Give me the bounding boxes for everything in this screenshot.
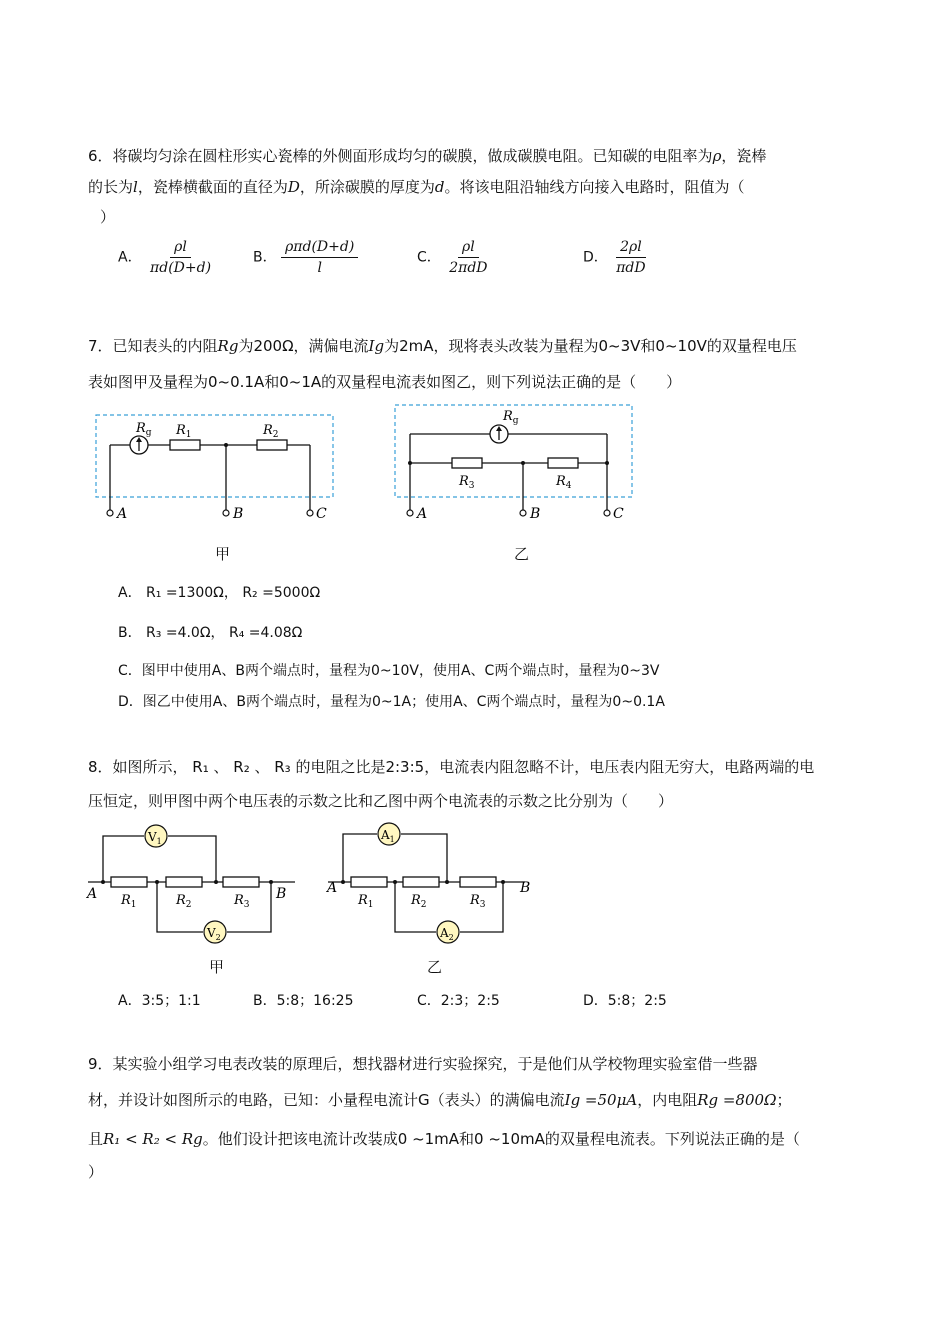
resistor-r1 [111,877,147,887]
terminal-c [307,510,313,516]
option-label: D． [583,249,608,266]
q8-option-b[interactable]: B．5:8；16:25 [253,993,354,1009]
svg-text:R2: $R_2$ [176,893,192,910]
svg-text:R1: $R_1$ [121,893,137,910]
svg-text:R3: $R_3$ [459,474,475,491]
q8-caption-jia: 甲 [209,958,225,976]
terminal-c [604,510,610,516]
q9-line3 [88,1129,800,1149]
numerator: ρl [458,239,479,258]
denominator: πd(D+d) [150,260,212,276]
q7-line1 [88,336,797,356]
q9-text: 材，并设计如图所示的电路，已知：小量程电流计G（表头）的满偏电流 [88,1091,565,1109]
label-a: A [327,880,338,896]
q8-line1: 8．如图所示， R₁ 、 R₂ 、 R₃ 的电阻之比是2:3:5，电流表内阻忽略不计，电压表内阻无穷大，电路两端的电 [88,758,815,776]
fraction [281,239,358,276]
thickness-symbol: d [434,178,445,196]
q7-text: 为200Ω，满偏电流 [238,337,369,355]
q7-circuit-yi [390,400,645,530]
q6-option-a[interactable] [118,239,215,276]
label-a: A [117,506,128,522]
svg-text:A1: $A_1$ [381,828,395,844]
label-c: C [316,506,327,522]
q7-line2: 表如图甲及量程为0~0.1A和0~1A的双量程电流表如图乙，则下列说法正确的是（ ） [88,373,682,391]
q9-text: ，内电阻 [637,1091,698,1109]
denominator: l [317,260,322,276]
label-b: B [520,880,531,896]
resistor-r3 [452,458,482,468]
q9-text: 。他们设计把该电流计改装成0 ~1mA和0 ~10mA的双量程电流表。下列说法正确的是（ [202,1130,800,1148]
svg-text:Rg: $R_g$ [136,421,152,438]
rg-value: Rg =800Ω [697,1091,777,1109]
q8-option-d[interactable]: D．5:8；2:5 [583,993,667,1009]
q8-option-a[interactable]: A．3:5；1:1 [118,993,201,1009]
svg-text:R1: $R_1$ [176,423,192,440]
terminal-b [223,510,229,516]
q7-caption-yi: 乙 [514,545,530,563]
svg-text:R2: $R_2$ [263,423,279,440]
svg-text:V2: $V_2$ [207,926,221,942]
option-label: B． [253,249,277,266]
q6-text: 的长为 [88,178,134,196]
q6-line3: ） [100,208,116,226]
label-a: A [417,506,428,522]
resistor-r4 [548,458,578,468]
q6-text: 。将该电阻沿轴线方向接入电路时，阻值为（ [444,178,745,196]
q6-option-b[interactable] [253,239,358,276]
svg-text:R3: $R_3$ [470,893,486,910]
svg-text:Rg: $R_g$ [503,409,519,426]
svg-text:R3: $R_3$ [234,893,250,910]
numerator: 2ρl [616,239,646,258]
q8-circuit-yi [325,818,540,948]
q7-text: 7．已知表头的内阻 [88,337,218,355]
resistor-r2 [403,877,439,887]
q7-option-d[interactable]: D．图乙中使用A、B两个端点时，量程为0~1A；使用A、C两个端点时，量程为0~0.1A [118,694,665,710]
svg-text:V1: $V_1$ [148,830,162,846]
label-b: B [276,886,287,902]
q6-text: ，瓷棒横截面的直径为 [137,178,288,196]
ig-symbol: Ig [368,337,385,355]
q9-text: 且 [88,1130,104,1148]
diameter-symbol: D [287,178,300,196]
terminal-b [520,510,526,516]
q6-option-d[interactable] [583,239,650,276]
rg-symbol: Rg [217,337,239,355]
q9-line1: 9．某实验小组学习电表改装的原理后，想找器材进行实验探究，于是他们从学校物理实验室借一些器 [88,1055,758,1073]
terminal-a [407,510,413,516]
option-label: C． [417,249,441,266]
label-a: A [87,886,98,902]
q8-option-c[interactable]: C．2:3；2:5 [417,993,500,1009]
q9-line4: ） [88,1163,104,1181]
rho-symbol: ρ [712,147,722,165]
svg-text:R4: $R_4$ [556,474,572,491]
resistor-r1 [170,440,200,450]
q6-line2 [88,177,745,197]
q6-line1 [88,146,766,166]
label-b: B [530,506,541,522]
q7-option-a[interactable]: A． R₁ =1300Ω， R₂ =5000Ω [118,585,321,601]
fraction [146,239,215,276]
resistance-inequality: R₁ < R₂ < Rg [103,1130,203,1148]
option-label: A． [118,249,142,266]
q6-option-c[interactable] [417,239,492,276]
q8-caption-yi: 乙 [427,958,443,976]
q7-text: 为2mA，现将表头改装为量程为0~3V和0~10V的双量程电压 [384,337,797,355]
q6-text: ，瓷棒 [721,147,767,165]
q7-option-c[interactable]: C．图甲中使用A、B两个端点时，量程为0~10V，使用A、C两个端点时，量程为0~3V [118,663,660,679]
q9-line2 [88,1090,792,1110]
terminal-a [107,510,113,516]
length-symbol: l [133,178,138,196]
label-b: B [233,506,244,522]
q7-caption-jia: 甲 [215,545,231,563]
denominator: πdD [616,260,646,276]
q7-option-b[interactable]: B． R₃ =4.0Ω， R₄ =4.08Ω [118,625,303,641]
resistor-r1 [351,877,387,887]
svg-text:R1: $R_1$ [358,893,374,910]
q8-circuit-jia [85,818,300,948]
numerator: ρπd(D+d) [281,239,358,258]
svg-text:A2: $A_2$ [440,926,454,942]
resistor-r2 [257,440,287,450]
dashed-box [96,415,333,497]
denominator: 2πdD [449,260,488,276]
q8-line2: 压恒定，则甲图中两个电压表的示数之比和乙图中两个电流表的示数之比分别为（ ） [88,792,674,810]
fraction [445,239,491,276]
q6-text: 6．将碳均匀涂在圆柱形实心瓷棒的外侧面形成均匀的碳膜，做成碳膜电阻。已知碳的电阻率为 [88,147,713,165]
resistor-r3 [460,877,496,887]
q6-text: ，所涂碳膜的厚度为 [299,178,435,196]
q9-text: ； [776,1091,792,1109]
fraction [612,239,649,276]
numerator: ρl [170,239,191,258]
q7-circuit-jia [90,405,350,530]
ig-value: Ig =50μA [564,1091,638,1109]
label-c: C [613,506,624,522]
resistor-r3 [223,877,259,887]
resistor-r2 [166,877,202,887]
svg-text:R2: $R_2$ [411,893,427,910]
